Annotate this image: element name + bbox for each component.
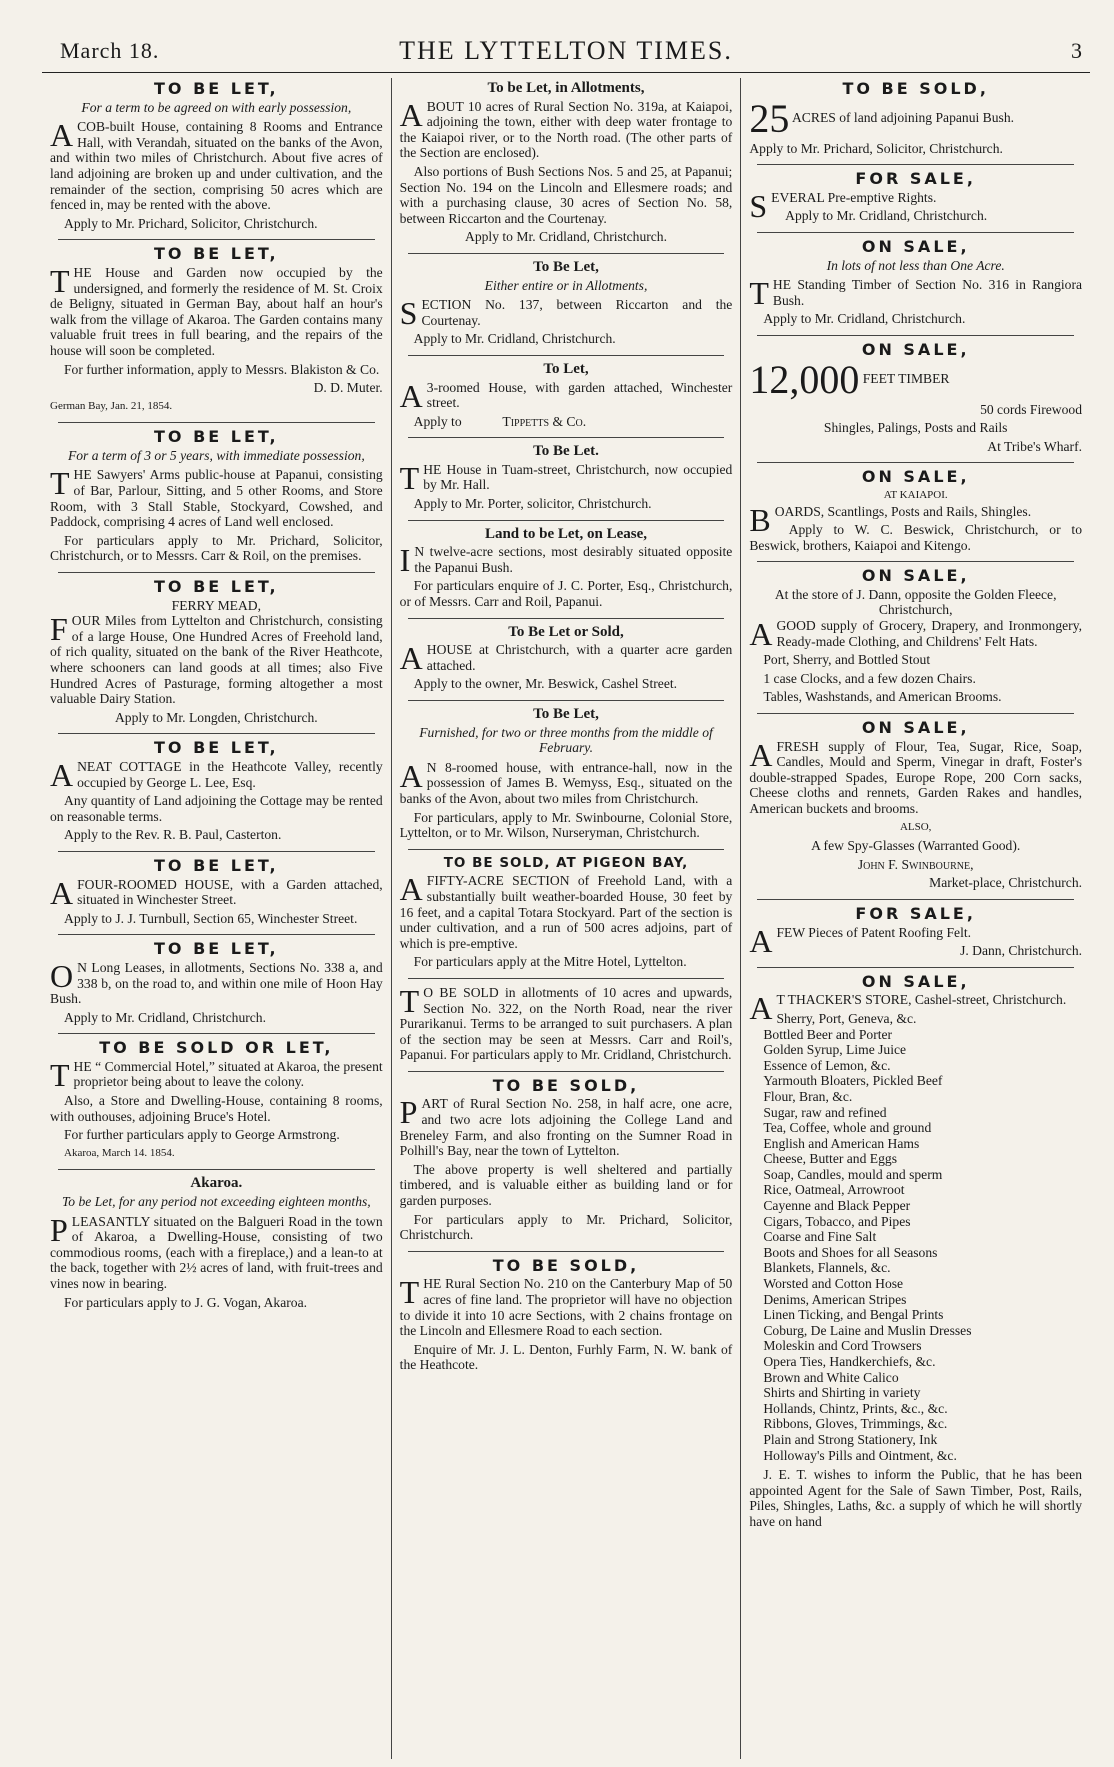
list-item: Coburg, De Laine and Muslin Dresses (763, 1322, 972, 1338)
page-number: 3 (1071, 38, 1082, 63)
advert-body: FEW Pieces of Patent Roofing Felt. (776, 924, 972, 940)
advert-subheading: FERRY MEAD, (171, 597, 262, 613)
advert-body: FEET TIMBER (859, 370, 950, 386)
advert-tuam-street-house (400, 444, 733, 511)
advert-contact: Apply to the owner, Mr. Beswick, Cashel Street. (413, 676, 678, 692)
advert-contact: Enquire of Mr. J. L. Denton, Furhly Farm, N. W. bank of the Heathcote. (399, 1341, 733, 1373)
advert-location: Market-place, Christchurch. (929, 875, 1083, 891)
advert-thackers-store (749, 971, 1083, 1530)
list-item: English and American Hams (763, 1135, 920, 1151)
advert-location: At Tribe's Wharf. (987, 438, 1083, 454)
advert-heading: To Be Let or Sold, (508, 623, 624, 640)
advert-contact: Apply to Mr. Cridland, Christchurch. (785, 208, 988, 224)
advert-body: HE Rural Section No. 210 on the Canterbury Map of 50 acres of fine land. The proprietor will have no objection to divide it into 10 acre Sections, with 2 chains frontage on the Lincoln and Ellesmere Road to each section. (399, 1276, 733, 1339)
advert-commercial-hotel (50, 1040, 383, 1161)
divider (408, 618, 725, 619)
advert-dann-store (749, 568, 1082, 705)
divider (408, 1251, 725, 1252)
advert-contact: Apply to Mr. Cridland, Christchurch. (413, 331, 616, 347)
column-1 (42, 78, 391, 1759)
divider (408, 437, 725, 438)
advert-akaroa-dwelling (50, 1176, 383, 1310)
advert-neat-cottage (50, 740, 383, 843)
drop-cap: P (50, 1211, 68, 1248)
divider (757, 561, 1074, 562)
advert-sawyers-arms (50, 429, 383, 564)
advert-body: Any quantity of Land adjoining the Cottage may be rented on reasonable terms. (50, 793, 383, 824)
advert-advertiser: Tippetts & Co. (502, 413, 587, 429)
divider (757, 164, 1074, 165)
divider (408, 520, 725, 521)
advert-heading: Land to be Let, on Lease, (484, 525, 648, 542)
advert-item: 1 case Clocks, and a few dozen Chairs. (763, 670, 976, 686)
advert-pigeon-bay (400, 856, 733, 970)
advert-contact: Apply to Mr. Longden, Christchurch. (114, 709, 318, 725)
divider (408, 1071, 725, 1072)
advert-german-bay-house (50, 246, 383, 414)
advert-heading: TO BE SOLD, (492, 1075, 640, 1095)
advert-body: A few Spy-Glasses (Warranted Good). (811, 838, 1021, 854)
list-item: Essence of Lemon, &c. (763, 1057, 891, 1073)
column-2 (391, 78, 741, 1759)
advert-four-roomed-house (50, 855, 383, 926)
advert-also: ALSO, (899, 820, 932, 833)
drop-cap: P (399, 1094, 418, 1131)
divider (58, 934, 375, 935)
drop-cap: T (399, 1274, 420, 1311)
list-item: Brown and White Calico (763, 1369, 899, 1385)
divider (58, 572, 375, 573)
list-item: Shirts and Shirting in variety (763, 1385, 921, 1401)
advert-heading: ON SALE, (861, 339, 970, 359)
advert-contact: For particulars apply to Mr. Prichard, Solicitor, Christchurch, or to Messrs. Carr & Roil, on the premises. (50, 532, 383, 564)
divider (757, 967, 1074, 968)
advert-contact: For particulars apply to Mr. Prichard, Solicitor, Christchurch. (399, 1211, 733, 1243)
advert-contact: Apply to J. J. Turnbull, Section 65, Winchester Street. (64, 910, 358, 926)
advert-heading: TO BE SOLD OR LET, (99, 1038, 334, 1058)
divider (58, 239, 375, 240)
advert-section-322 (399, 982, 733, 1063)
advert-heading: TO BE LET, (154, 244, 279, 264)
divider (757, 232, 1074, 233)
advert-heading: ON SALE, (861, 467, 970, 487)
list-item: Soap, Candles, mould and sperm (763, 1166, 943, 1182)
advert-contact: Apply to the Rev. R. B. Paul, Casterton. (64, 827, 282, 843)
divider (408, 849, 725, 850)
list-item: Blankets, Flannels, &c. (763, 1260, 891, 1276)
advert-papanui-acres (749, 81, 1082, 156)
advert-body: Also portions of Bush Sections Nos. 5 and 25, at Papanui; Section No. 194 on the Lincoln and Ellesmere roads; and with a purchasing clause, 30 acres of Section No. 58, between Riccarton and the Courtenay. (399, 163, 733, 226)
drop-cap: A (50, 874, 74, 911)
advert-heading: FOR SALE, (855, 169, 976, 189)
drop-cap: A (749, 922, 773, 959)
advert-body: HE Standing Timber of Section No. 316 in Rangiora Bush. (772, 277, 1083, 308)
advert-subheading: In lots of not less than One Acre. (826, 257, 1005, 273)
list-item: Denims, American Stripes (763, 1291, 907, 1307)
advert-body: OUR Miles from Lyttelton and Christchurch, consisting of a large House, One Hundred Acres of Freehold land, of rich quality, situated on the bank of the River Heathcote, where schooners can land goods at all times; also Five Hundred Acres of Pasturage, forming altogether a most valuable Dairy Station. (50, 613, 383, 707)
drop-cap: T (399, 459, 420, 496)
advert-heading: TO BE SOLD, AT PIGEON BAY, (443, 854, 689, 871)
list-item: Sugar, raw and refined (763, 1104, 887, 1120)
divider (58, 733, 375, 734)
advert-body: N twelve-acre sections, most desirably situated opposite the Papanui Bush. (414, 544, 733, 575)
advert-item: Tables, Washstands, and American Brooms. (763, 689, 1002, 705)
advert-subheading: For a term of 3 or 5 years, with immediate possession, (67, 447, 365, 463)
advert-body: GOOD supply of Grocery, Drapery, and Ironmongery, Ready-made Clothing, and Childrens' Felt Hats. (776, 618, 1083, 649)
advert-body: 3-roomed House, with garden attached, Winchester street. (426, 379, 733, 411)
advert-contact: Apply to (413, 413, 462, 429)
advert-subheading: At the store of J. Dann, opposite the Golden Fleece, Christchurch, (774, 586, 1057, 618)
advert-heading: TO BE SOLD, (842, 79, 989, 98)
list-item: Bottled Beer and Porter (763, 1026, 893, 1042)
advert-body: FOUR-ROOMED HOUSE, with a Garden attached, situated in Winchester Street. (77, 876, 383, 908)
divider (408, 700, 725, 701)
advert-heading: TO BE LET, (154, 577, 279, 597)
drop-cap: A (749, 736, 773, 773)
drop-cap: F (50, 611, 68, 648)
list-item: Ribbons, Gloves, Trimmings, &c. (763, 1416, 948, 1432)
list-item: Plain and Strong Stationery, Ink (763, 1431, 938, 1447)
list-item: Boots and Shoes for all Seasons (763, 1244, 938, 1260)
advert-land-lease (400, 527, 733, 610)
advert-cob-house (50, 81, 383, 231)
column-3 (740, 78, 1090, 1759)
advert-kaiapoi-boards (749, 469, 1082, 553)
list-item: Yarmouth Bloaters, Pickled Beef (763, 1073, 943, 1089)
drop-cap: A (399, 377, 423, 414)
newspaper-title: THE LYTTELTON TIMES. (399, 36, 733, 65)
advert-body: HE “ Commercial Hotel,” situated at Akaroa, the present proprietor being about to leave the colony. (73, 1058, 383, 1090)
advert-heading: FOR SALE, (855, 903, 976, 923)
drop-cap: A (50, 117, 74, 154)
header-rule (42, 72, 1090, 73)
advert-contact: For particulars enquire of J. C. Porter, Esq., Christchurch, or of Messrs. Carr and Roil, Papanui. (399, 578, 733, 610)
advert-body: ACRES of land adjoining Papanui Bush. (789, 109, 1015, 125)
divider (757, 713, 1074, 714)
advert-heading: To Be Let. (533, 443, 599, 460)
list-item: Linen Ticking, and Bengal Prints (763, 1307, 944, 1323)
advert-heading: ON SALE, (861, 566, 970, 586)
advert-heading: ON SALE, (861, 971, 970, 991)
list-item: Golden Syrup, Lime Juice (763, 1042, 907, 1058)
advert-heading: To Be Let, (533, 706, 599, 722)
list-item: Opera Ties, Handkerchiefs, &c. (763, 1354, 936, 1369)
advert-contact: Apply to Mr. Cridland, Christchurch. (763, 311, 966, 327)
drop-cap: A (399, 871, 423, 908)
list-item: Flour, Bran, &c. (763, 1088, 853, 1104)
advert-ferry-mead (50, 579, 383, 725)
advert-body: HE House and Garden now occupied by the undersigned, and formerly the residence of M. St. Croix de Beligny, situated in German Bay, about half an hour's walk from the village of Akaroa. The Garden contains many valuable fruit trees in full bearing, and the repairs of the house will soon be completed. (50, 264, 383, 358)
advert-body: Also, a Store and Dwelling-House, containing 8 rooms, with outhouses, adjoining Bruce's Hotel. (50, 1093, 383, 1124)
drop-cap: T (50, 465, 70, 502)
advert-body: HOUSE at Christchurch, with a quarter acre garden attached. (426, 642, 733, 673)
advert-contact: Apply to W. C. Beswick, Christchurch, or to Beswick, brothers, Kaiapoi and Kitengo. (749, 522, 1083, 553)
advert-body: BOUT 10 acres of Rural Section No. 319a, at Kaiapoi, adjoining the town, either with deep water frontage to the Kaiapoi river, or to the North road. (The other parts of the Section are enclosed). (399, 98, 733, 161)
drop-cap: A (749, 990, 773, 1027)
list-item: Coarse and Fine Salt (763, 1229, 877, 1245)
advert-body: LEASANTLY situated on the Balgueri Road in the town of Akaroa, a Dwelling-House, consisting of two commodious rooms, (each with a fireplace,) and a lean-to at the back, together with 2½ acres of land, with fruit-trees and vines now in bearing. (50, 1213, 383, 1291)
advert-body: T THACKER'S STORE, Cashel-street, Christchurch. (776, 992, 1067, 1008)
masthead (42, 0, 1090, 65)
advert-body: O BE SOLD in allotments of 10 acres and upwards, Section No. 322, on the North Road, near the river Purarikanui. Terms to be arranged to suit purchasers. A plan of the section may be seen at Messrs. Carr and Roil's, Papanui. For particulars apply to Mr. Cridland, Christchurch. (399, 984, 733, 1063)
advert-body: FIFTY-ACRE SECTION of Freehold Land, with a substantially built weather-boarded House, 30 feet by 16 feet, and a capital Totara Stockyard. Part of the section is under cultivation, and a run of 500 acres adjoins, part of which is pre-emptive. (399, 873, 733, 951)
advert-subheading: For a term to be agreed on with early possession, (81, 99, 352, 115)
goods-list (749, 1011, 1082, 1463)
divider (58, 851, 375, 852)
advert-contact: For further information, apply to Messrs. Blakiston & Co. (64, 361, 380, 377)
divider (408, 978, 725, 979)
drop-cap: A (50, 756, 74, 793)
advert-signature: John F. Swinbourne, (857, 856, 974, 872)
advert-body: N Long Leases, in allotments, Sections No. 338 a, and 338 b, on the road to, and within one mile of Hoon Hay Bush. (50, 959, 383, 1007)
divider (408, 355, 725, 356)
advert-contact: For particulars apply to J. G. Vogan, Akaroa. (64, 1294, 308, 1310)
advert-rural-section-210 (399, 1255, 733, 1373)
advert-contact: Apply to Mr. Prichard, Solicitor, Christchurch. (749, 140, 1003, 156)
divider (58, 1033, 375, 1034)
drop-cap: A (399, 96, 423, 133)
divider (757, 899, 1074, 900)
drop-cap: O (50, 957, 74, 994)
advert-heading: ON SALE, (861, 236, 970, 256)
advert-signature: D. D. Muter. (313, 380, 383, 396)
drop-cap: T (50, 262, 70, 299)
advert-heading: TO BE LET, (154, 855, 279, 875)
advert-contact: Apply to Mr. Cridland, Christchurch. (64, 1009, 267, 1025)
advert-roofing-felt (749, 903, 1083, 959)
advert-contact: Apply to Mr. Cridland, Christchurch. (465, 229, 668, 245)
advert-body: COB-built House, containing 8 Rooms and Entrance Hall, with Verandah, situated on the banks of the Avon, and within two miles of Christchurch. About five acres of land adjoining are broken up and under cultivation, and the remainder of the section, comprising 50 acres which are fenced in, may be rented with the above. (50, 119, 383, 213)
advert-section-137 (400, 260, 733, 347)
large-numeral: 25 (749, 95, 790, 141)
advert-body: The above property is well sheltered and partially timbered, and is valuable either as building land or for garden purposes. (399, 1161, 733, 1209)
list-item: Cayenne and Black Pepper (763, 1198, 911, 1214)
advert-rural-section-258 (399, 1075, 733, 1243)
advert-body: N 8-roomed house, with entrance-hall, now in the possession of James B. Wemyss, Esq., situated on the banks of the Avon, about two miles from Christchurch. (399, 759, 733, 806)
advert-contact: For particulars, apply to Mr. Swinbourne, Colonial Store, Lyttelton, or to Mr. Wilson, Nurseryman, Christchurch. (399, 809, 733, 841)
list-item: Cheese, Butter and Eggs (763, 1151, 897, 1167)
advert-body: 50 cords Firewood (980, 401, 1083, 417)
large-numeral: 12,000 (749, 356, 860, 402)
advert-heading: TO BE LET, (154, 79, 279, 98)
list-item: Hollands, Chintz, Prints, &c., &c. (763, 1400, 948, 1416)
drop-cap: T (399, 982, 420, 1019)
advert-feet-timber (749, 339, 1083, 454)
advert-3-roomed-house (400, 362, 733, 429)
advert-rural-section-319a (400, 81, 733, 245)
advert-heading: ON SALE, (861, 718, 970, 738)
divider (58, 422, 375, 423)
advert-furnished-house (400, 707, 733, 841)
divider (408, 253, 725, 254)
drop-cap: T (50, 1056, 70, 1093)
advert-subheading: Either entire or in Allotments, (484, 277, 648, 293)
advert-heading: TO BE SOLD, (492, 1255, 640, 1275)
drop-cap: A (399, 640, 423, 677)
advert-standing-timber (749, 236, 1083, 327)
drop-cap: B (749, 501, 771, 538)
advert-item: Port, Sherry, and Bottled Stout (763, 652, 931, 668)
list-item: Tea, Coffee, whole and ground (763, 1120, 932, 1136)
advert-pre-emptive-rights (749, 171, 1082, 224)
advert-contact: Apply to Mr. Porter, solicitor, Christchurch. (413, 496, 652, 512)
drop-cap: A (399, 757, 423, 794)
advert-body: ECTION No. 137, between Riccarton and the Courtenay. (421, 297, 733, 328)
advert-heading: To be Let, in Allotments, (487, 80, 645, 96)
divider (757, 335, 1074, 336)
advert-body: HE Sawyers' Arms public-house at Papanui, consisting of Bar, Parlour, Sitting, and 5 other Rooms, and Store Room, with 3 Stall Stable, Stockyard, Cowshed, and Paddock, comprising 4 acres of Land well enclosed. (50, 467, 383, 530)
divider (757, 462, 1074, 463)
drop-cap: I (399, 542, 411, 579)
advert-subheading: To be Let, for any period not exceeding eighteen months, (61, 1194, 371, 1210)
advert-heading: TO BE LET, (154, 939, 279, 959)
drop-cap: A (749, 616, 773, 653)
list-item: Worsted and Cotton Hose (763, 1276, 904, 1292)
advert-date: Akaroa, March 14. 1854. (64, 1146, 175, 1159)
list-item: Rice, Oatmeal, Arrowroot (763, 1182, 905, 1198)
advert-body: ART of Rural Section No. 258, in half acre, one acre, and two acre lots adjoining the College Land and Breneley Farm, and also fronting on the Sumner Road in Polhill's Bay, near the town of Lyttelton. (399, 1096, 733, 1159)
list-item: Moleskin and Cord Trowsers (763, 1338, 922, 1354)
advert-heading: To Be Let, (533, 258, 599, 275)
advert-heading: TO BE LET, (154, 427, 279, 447)
advert-long-leases (50, 941, 383, 1025)
advert-body: OARDS, Scantlings, Posts and Rails, Shingles. (774, 503, 1032, 519)
advert-heading: Akaroa. (190, 1175, 243, 1192)
advert-body: FRESH supply of Flour, Tea, Sugar, Rice, Soap, Candles, Mould and Sperm, Vinegar in draft, Foster's double-strapped Spades, Europe Rope, 200 Corn sacks, Cheese cloths and rennets, Garden Rakes and handles, American buckets and brooms. (749, 738, 1083, 816)
drop-cap: S (749, 187, 768, 224)
advert-body: Shingles, Palings, Posts and Rails (823, 420, 1008, 436)
divider (58, 1169, 375, 1170)
issue-date: March 18. (60, 38, 160, 63)
list-item: Cigars, Tobacco, and Pipes (763, 1213, 911, 1229)
advert-contact: For particulars apply at the Mitre Hotel, Lyttelton. (413, 954, 687, 970)
advert-body: HE House in Tuam-street, Christchurch, now occupied by Mr. Hall. (423, 461, 733, 493)
advert-subheading: AT KAIAPOI. (883, 488, 948, 501)
columns (42, 78, 1090, 1759)
list-item: Holloway's Pills and Ointment, &c. (763, 1447, 957, 1463)
advert-swinbourne-supplies (749, 720, 1082, 891)
advert-subheading: Furnished, for two or three months from the middle of February. (419, 724, 713, 756)
advert-contact: For further particulars apply to George Armstrong. (64, 1127, 340, 1143)
advert-heading: To Let, (543, 360, 589, 377)
advert-body: EVERAL Pre-emptive Rights. (771, 189, 937, 205)
drop-cap: S (399, 295, 418, 332)
advert-date: German Bay, Jan. 21, 1854. (50, 399, 173, 412)
advert-contact: Apply to Mr. Prichard, Solicitor, Christchurch. (64, 215, 318, 231)
advert-body: NEAT COTTAGE in the Heathcote Valley, recently occupied by George L. Lee, Esq. (77, 758, 383, 790)
advert-contact: J. Dann, Christchurch. (960, 943, 1083, 959)
list-item: Sherry, Port, Geneva, &c. (776, 1010, 917, 1026)
advert-heading: TO BE LET, (154, 738, 279, 758)
advert-notice: J. E. T. wishes to inform the Public, that he has been appointed Agent for the Sale of Sawn Timber, Post, Rails, Piles, Shingles, Laths, &c. a supply of which he will shortly have on hand (749, 1467, 1083, 1529)
advert-christchurch-house (400, 625, 733, 692)
drop-cap: T (749, 275, 769, 312)
